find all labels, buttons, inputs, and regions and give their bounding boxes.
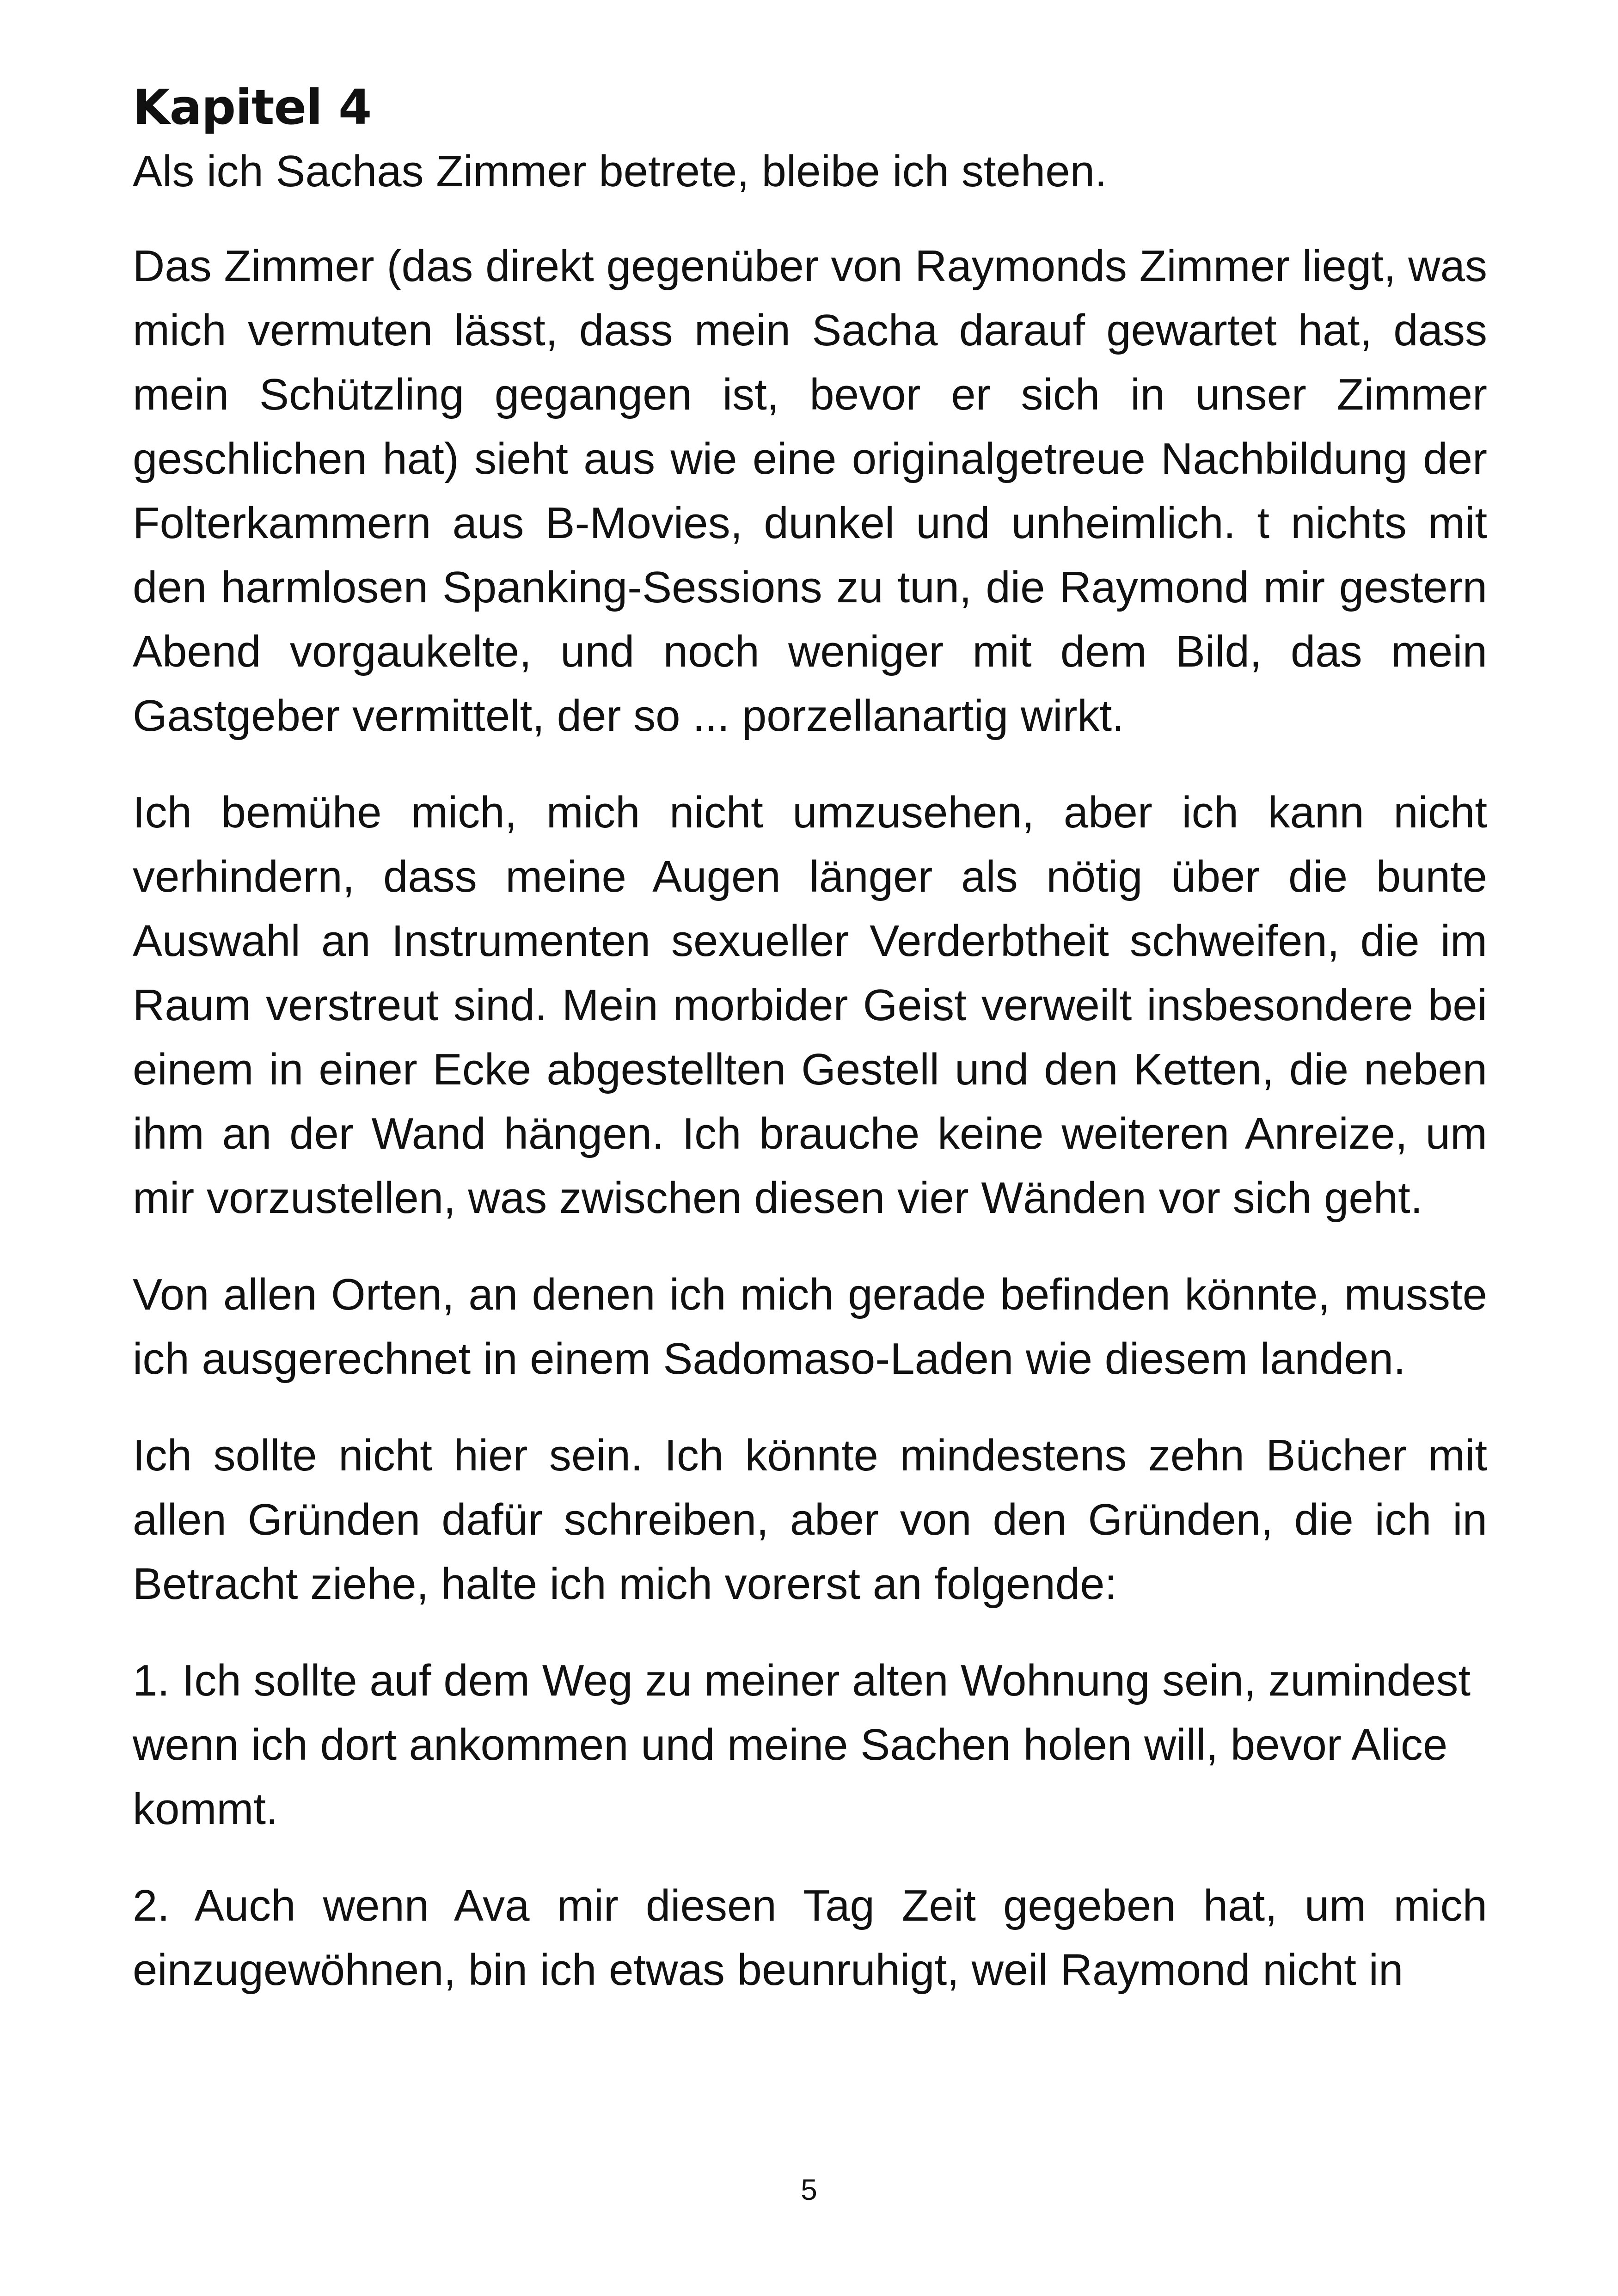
paragraph-4: Von allen Orten, an denen ich mich gerade befinden könnte, musste ich ausgerechnet in einem Sadomaso-Laden wie diesem landen. <box>133 1269 1487 1384</box>
page-number: 5 <box>801 2173 817 2206</box>
chapter-title: Kapitel 4 <box>133 79 372 135</box>
page-body <box>133 79 1487 2002</box>
paragraph-3: Ich bemühe mich, mich nicht umzusehen, aber ich kann nicht verhindern, dass meine Augen länger als nötig über die bunte Auswahl an Instrumenten sexueller Verderbtheit schweifen, die im Raum verstreut sind. Mein morbider Geist verweilt insbesondere bei einem in einer Ecke abgestellten Gestell und den Ketten, die neben ihm an der Wand hängen. Ich brauche keine weiteren Anreize, um mir vorzustellen, was zwischen diesen vier Wänden vor sich geht. <box>133 787 1487 1223</box>
list-item-1: 1. Ich sollte auf dem Weg zu meiner alten Wohnung sein, zumindest wenn ich dort ankommen und meine Sachen holen will, bevor Alice kommt. <box>133 1655 1471 1834</box>
list-item-2: 2. Auch wenn Ava mir diesen Tag Zeit gegeben hat, um mich einzugewöhnen, bin ich etwas beunruhigt, weil Raymond nicht in <box>133 1880 1487 1995</box>
paragraph-2: Das Zimmer (das direkt gegenüber von Raymonds Zimmer liegt, was mich vermuten lässt, dass mein Sacha darauf gewartet hat, dass mein Schützling gegangen ist, bevor er sich in unser Zimmer geschlichen hat) sieht aus wie eine originalgetreue Nachbildung der Folterkammern aus B-Movies, dunkel und unheimlich. t nichts mit den harmlosen Spanking-Sessions zu tun, die Raymond mir gestern Abend vorgaukelte, und noch weniger mit dem Bild, das mein Gastgeber vermittelt, der so ... porzellanartig wirkt. <box>133 241 1487 741</box>
paragraph-5: Ich sollte nicht hier sein. Ich könnte mindestens zehn Bücher mit allen Gründen dafür schreiben, aber von den Gründen, die ich in Betracht ziehe, halte ich mich vorerst an folgende: <box>133 1430 1487 1609</box>
paragraph-1: Als ich Sachas Zimmer betrete, bleibe ich stehen. <box>133 146 1107 196</box>
